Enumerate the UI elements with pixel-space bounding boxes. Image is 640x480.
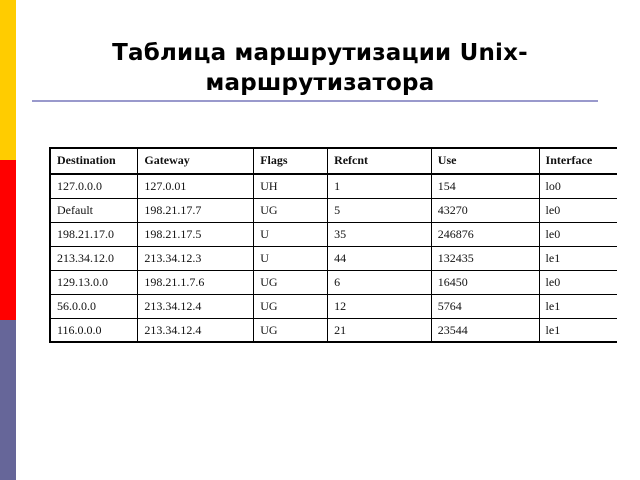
accent-bar-yellow (0, 0, 16, 160)
cell-refcnt: 21 (328, 318, 432, 342)
table-row (50, 246, 617, 270)
accent-bar-blue (0, 320, 16, 480)
header-flags: Flags (254, 148, 328, 174)
header-refcnt: Refcnt (328, 148, 432, 174)
cell-use: 43270 (431, 198, 539, 222)
cell-gateway: 127.0.01 (138, 174, 254, 198)
header-use: Use (431, 148, 539, 174)
table-row (50, 270, 617, 294)
table-row (50, 222, 617, 246)
cell-gateway: 213.34.12.4 (138, 294, 254, 318)
routing-table (49, 147, 617, 343)
cell-interface: le0 (539, 198, 617, 222)
cell-gateway: 213.34.12.4 (138, 318, 254, 342)
header-gateway: Gateway (138, 148, 254, 174)
table-row (50, 318, 617, 342)
cell-interface: le1 (539, 318, 617, 342)
cell-destination: 213.34.12.0 (50, 246, 138, 270)
title-divider (32, 100, 598, 102)
cell-gateway: 213.34.12.3 (138, 246, 254, 270)
cell-refcnt: 6 (328, 270, 432, 294)
cell-gateway: 198.21.1.7.6 (138, 270, 254, 294)
cell-interface: lo0 (539, 174, 617, 198)
cell-flags: UG (254, 198, 328, 222)
cell-flags: U (254, 222, 328, 246)
cell-flags: UG (254, 270, 328, 294)
cell-destination: 198.21.17.0 (50, 222, 138, 246)
table-row (50, 294, 617, 318)
cell-refcnt: 44 (328, 246, 432, 270)
cell-gateway: 198.21.17.7 (138, 198, 254, 222)
cell-refcnt: 5 (328, 198, 432, 222)
table-row (50, 174, 617, 198)
cell-interface: le0 (539, 222, 617, 246)
cell-destination: 116.0.0.0 (50, 318, 138, 342)
cell-use: 5764 (431, 294, 539, 318)
cell-use: 246876 (431, 222, 539, 246)
cell-use: 16450 (431, 270, 539, 294)
cell-flags: UH (254, 174, 328, 198)
cell-interface: le1 (539, 246, 617, 270)
accent-bar (0, 0, 16, 480)
cell-refcnt: 1 (328, 174, 432, 198)
slide-title: Таблица маршрутизации Unix-маршрутизатора (112, 40, 528, 96)
cell-refcnt: 35 (328, 222, 432, 246)
cell-interface: le0 (539, 270, 617, 294)
table-row (50, 198, 617, 222)
cell-refcnt: 12 (328, 294, 432, 318)
accent-bar-red (0, 160, 16, 320)
cell-use: 154 (431, 174, 539, 198)
cell-use: 132435 (431, 246, 539, 270)
cell-destination: 127.0.0.0 (50, 174, 138, 198)
cell-flags: U (254, 246, 328, 270)
cell-destination: Default (50, 198, 138, 222)
cell-destination: 129.13.0.0 (50, 270, 138, 294)
table-header-row (50, 148, 617, 174)
cell-destination: 56.0.0.0 (50, 294, 138, 318)
header-destination: Destination (50, 148, 138, 174)
cell-flags: UG (254, 318, 328, 342)
header-interface: Interface (539, 148, 617, 174)
cell-interface: le1 (539, 294, 617, 318)
cell-use: 23544 (431, 318, 539, 342)
cell-gateway: 198.21.17.5 (138, 222, 254, 246)
cell-flags: UG (254, 294, 328, 318)
